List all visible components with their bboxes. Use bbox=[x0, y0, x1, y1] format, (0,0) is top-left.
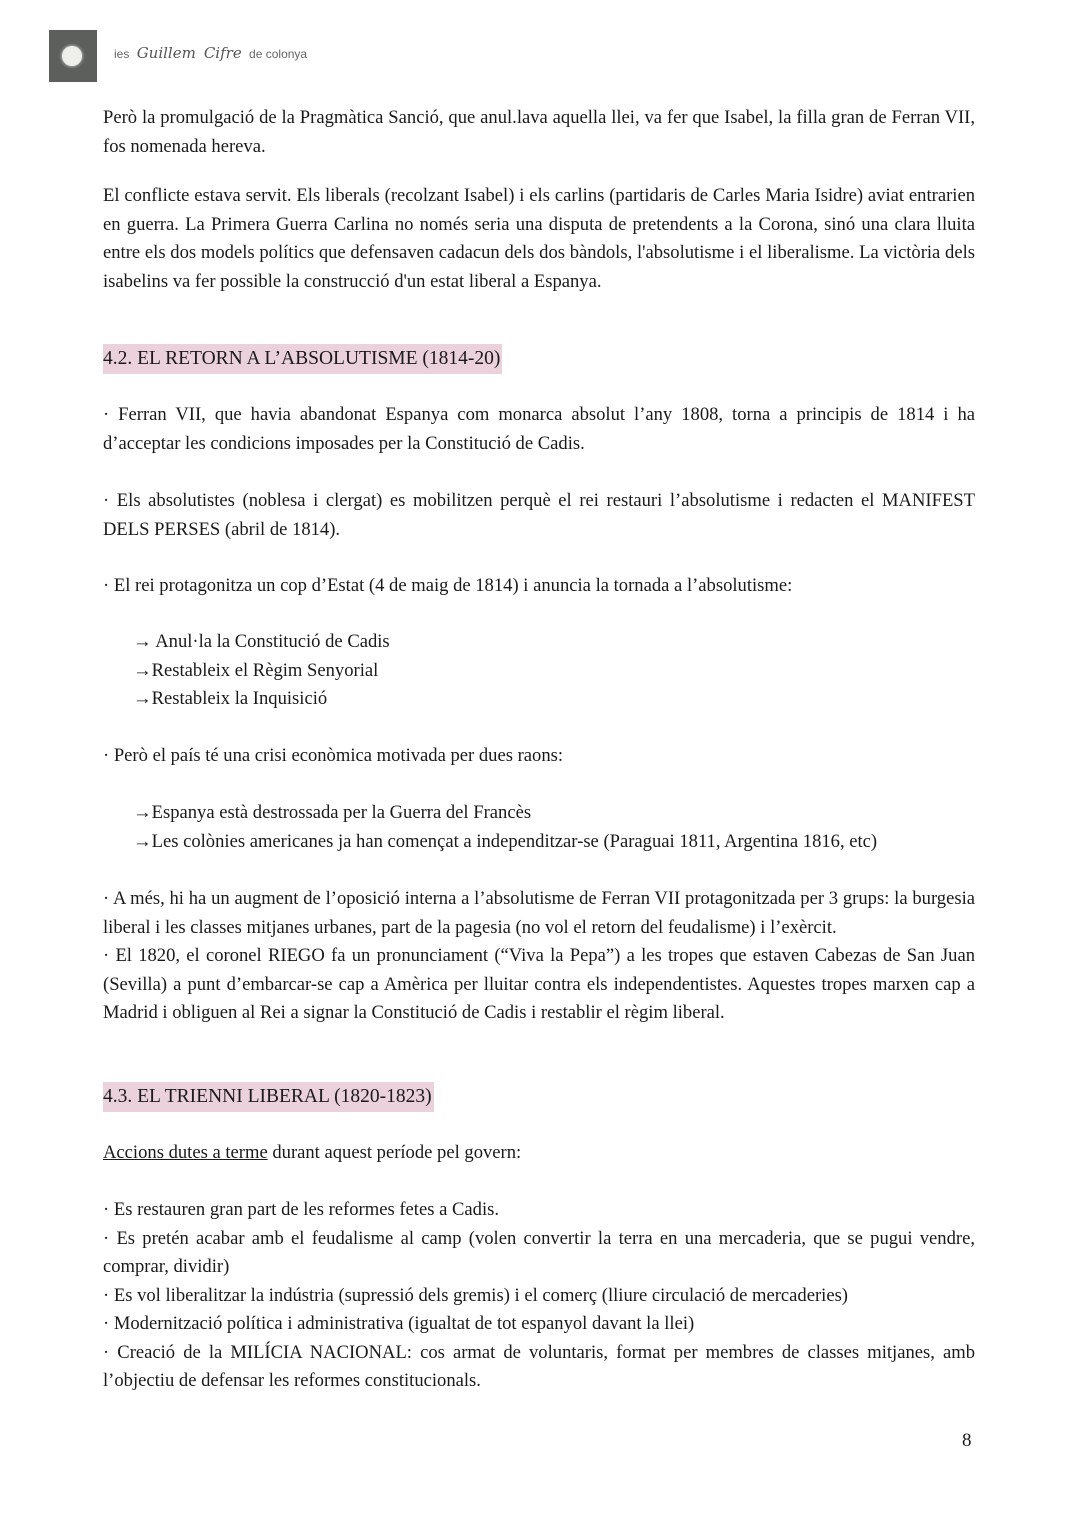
list-item: · Creació de la MILÍCIA NACIONAL: cos armat de voluntaris, format per membres de classes mitjanes, amb l’objectiu de defensar les reformes constitucionals. bbox=[103, 1341, 975, 1391]
section-heading-4-3: 4.3. EL TRIENNI LIBERAL (1820-1823) bbox=[103, 1082, 434, 1112]
logo-suffix: de colonya bbox=[249, 47, 308, 61]
underlined-text: Accions dutes a terme bbox=[103, 1142, 268, 1163]
list-item: · Es restauren gran part de les reformes fetes a Cadis. bbox=[103, 1199, 499, 1220]
paragraph: El conflicte estava servit. Els liberals (recolzant Isabel) i els carlins (partidaris de Carles Maria Isidre) aviat entrarien en guerra. La Primera Guerra Carlina no només seria una disputa de pretendents a la Corona, sinó una clara lluita entre els dos models polítics que defensaven cadacun dels dos bàndols, l'absolutisme i el liberalisme. La victòria dels isabelins va fer possible la construcció d'un estat liberal a Espanya. bbox=[103, 185, 975, 292]
paragraph: Però la promulgació de la Pragmàtica Sanció, que anul.lava aquella llei, va fer que Isabel, la filla gran de Ferran VII, fos nomenada hereva. bbox=[103, 107, 975, 157]
arrow-list bbox=[133, 628, 973, 714]
paragraph: · Però el país té una crisi econòmica motivada per dues raons: bbox=[103, 745, 564, 766]
sun-icon bbox=[62, 46, 82, 66]
logo-prefix: ies bbox=[114, 47, 130, 61]
logo-signature-2: Cifre bbox=[203, 44, 242, 62]
paragraph: · El 1820, el coronel RIEGO fa un pronunciament (“Viva la Pepa”) a les tropes que estaven Cabezas de San Juan (Sevilla) a punt d’embarcar-se cap a Amèrica per lluitar contra els independentistes. Aquestes tropes marxen cap a Madrid i obliguen al Rei a signar la Constitució de Cadis i restablir el règim liberal. bbox=[103, 945, 975, 1023]
text: durant aquest període pel govern: bbox=[267, 1142, 522, 1163]
paragraph bbox=[103, 1139, 975, 1168]
school-name bbox=[114, 44, 307, 62]
school-logo bbox=[49, 30, 97, 82]
arrow-list bbox=[133, 799, 973, 856]
paragraph: · Els absolutistes (noblesa i clergat) es mobilitzen perquè el rei restauri l’absolutisme i redacten el MANIFEST DELS PERSES (abril de 1814). bbox=[103, 490, 975, 540]
arrow-item: → Anul·la la Constitució de Cadis bbox=[133, 631, 390, 652]
arrow-item: →Restableix el Règim Senyorial bbox=[133, 659, 379, 681]
section-heading-4-2: 4.2. EL RETORN A L’ABSOLUTISME (1814-20) bbox=[103, 344, 502, 374]
logo-signature-1: Guillem bbox=[136, 44, 196, 62]
arrow-item: →Restableix la Inquisició bbox=[133, 688, 328, 709]
page-number: 8 bbox=[962, 1430, 972, 1451]
arrow-item: →Les colònies americanes ja han començat a independitzar-se (Paraguai 1811, Argentina 1816, etc) bbox=[133, 830, 878, 852]
list-item: · Es pretén acabar amb el feudalisme al camp (volen convertir la terra en una mercaderia, que se pugui vendre, comprar, dividir) bbox=[103, 1227, 975, 1277]
actions-list bbox=[103, 1196, 975, 1396]
paragraph: · A més, hi ha un augment de l’oposició interna a l’absolutisme de Ferran VII protagonitzada per 3 grups: la burgesia liberal i les classes mitjanes urbanes, part de la pagesia (no vol el retorn del feudalisme) i l’exèrcit. bbox=[103, 888, 975, 938]
paragraph: · Ferran VII, que havia abandonat Espanya com monarca absolut l’any 1808, torna a principis de 1814 i ha d’acceptar les condicions imposades per la Constitució de Cadis. bbox=[103, 404, 975, 454]
arrow-item: →Espanya està destrossada per la Guerra del Francès bbox=[133, 802, 532, 823]
list-item: · Es vol liberalitzar la indústria (supressió dels gremis) i el comerç (lliure circulació de mercaderies) bbox=[103, 1284, 849, 1306]
list-item: · Modernització política i administrativa (igualtat de tot espanyol davant la llei) bbox=[103, 1313, 695, 1334]
paragraph: · El rei protagonitza un cop d’Estat (4 de maig de 1814) i anuncia la tornada a l’absolutisme: bbox=[103, 575, 793, 596]
